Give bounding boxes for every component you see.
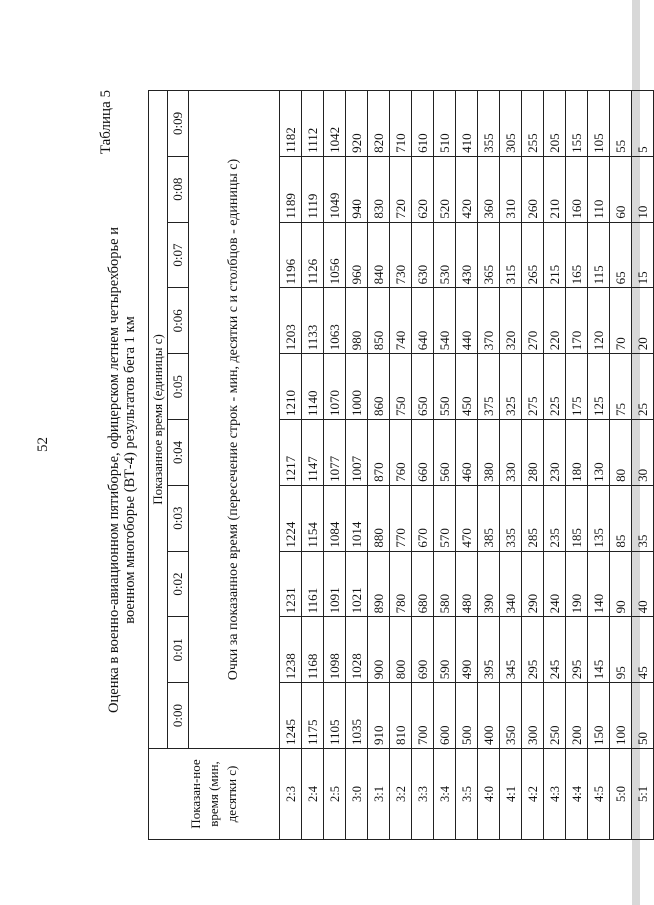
table-cell: 350: [500, 683, 522, 749]
table-cell: 1028: [346, 617, 368, 683]
row-label: 5:1: [632, 749, 654, 840]
row-label: 3:1: [368, 749, 390, 840]
table-cell: 115: [588, 222, 610, 288]
table-row: [368, 91, 390, 840]
table-cell: 180: [566, 420, 588, 486]
table-cell: 125: [588, 354, 610, 420]
table-cell: 500: [456, 683, 478, 749]
table-row: [456, 91, 478, 840]
table-cell: 1147: [302, 420, 324, 486]
table-cell: 275: [522, 354, 544, 420]
row-label: 2:4: [302, 749, 324, 840]
table-cell: 120: [588, 288, 610, 354]
table-cell: 285: [522, 485, 544, 551]
table-cell: 850: [368, 288, 390, 354]
table-cell: 890: [368, 551, 390, 617]
table-cell: 800: [390, 617, 412, 683]
table-cell: 570: [434, 485, 456, 551]
table-cell: 940: [346, 156, 368, 222]
table-cell: 130: [588, 420, 610, 486]
table-cell: 620: [412, 156, 434, 222]
table-row: [522, 91, 544, 840]
table-cell: 190: [566, 551, 588, 617]
table-row: [280, 91, 302, 840]
table-cell: 1070: [324, 354, 346, 420]
table-cell: 10: [632, 156, 654, 222]
table-cell: 1217: [280, 420, 302, 486]
table-cell: 325: [500, 354, 522, 420]
table-cell: 360: [478, 156, 500, 222]
row-label: 2:3: [280, 749, 302, 840]
table-cell: 170: [566, 288, 588, 354]
table-cell: 65: [610, 222, 632, 288]
table-cell: 780: [390, 551, 412, 617]
table-row: [324, 91, 346, 840]
table-row: [434, 91, 456, 840]
table-cell: 210: [544, 156, 566, 222]
table-cell: 840: [368, 222, 390, 288]
table-row: [588, 91, 610, 840]
table-cell: 395: [478, 617, 500, 683]
table-cell: 660: [412, 420, 434, 486]
table-cell: 280: [522, 420, 544, 486]
table-cell: 105: [588, 91, 610, 157]
table-cell: 1154: [302, 485, 324, 551]
table-cell: 420: [456, 156, 478, 222]
table-label: Таблица 5: [98, 90, 114, 155]
table-cell: 600: [434, 683, 456, 749]
table-cell: 520: [434, 156, 456, 222]
table-cell: 1105: [324, 683, 346, 749]
table-cell: 1182: [280, 91, 302, 157]
table-cell: 1091: [324, 551, 346, 617]
table-cell: 720: [390, 156, 412, 222]
table-row: [478, 91, 500, 840]
table-cell: 490: [456, 617, 478, 683]
column-header: 0:09: [168, 91, 189, 157]
table-cell: 15: [632, 222, 654, 288]
table-cell: 155: [566, 91, 588, 157]
table-cell: 1133: [302, 288, 324, 354]
table-cell: 1084: [324, 485, 346, 551]
table-cell: 55: [610, 91, 632, 157]
table-cell: 1168: [302, 617, 324, 683]
table-cell: 200: [566, 683, 588, 749]
row-label: 3:4: [434, 749, 456, 840]
table-cell: 295: [566, 617, 588, 683]
table-cell: 480: [456, 551, 478, 617]
table-cell: 100: [610, 683, 632, 749]
table-row: [390, 91, 412, 840]
table-cell: 1000: [346, 354, 368, 420]
table-cell: 560: [434, 420, 456, 486]
table-cell: 330: [500, 420, 522, 486]
row-label: 4:4: [566, 749, 588, 840]
table-cell: 1063: [324, 288, 346, 354]
table-cell: 135: [588, 485, 610, 551]
table-cell: 295: [522, 617, 544, 683]
table-cell: 1140: [302, 354, 324, 420]
table-cell: 580: [434, 551, 456, 617]
table-cell: 145: [588, 617, 610, 683]
table-cell: 20: [632, 288, 654, 354]
table-cell: 335: [500, 485, 522, 551]
table-cell: 590: [434, 617, 456, 683]
table-cell: 690: [412, 617, 434, 683]
column-header-row: [168, 91, 189, 840]
table-cell: 160: [566, 156, 588, 222]
table-cell: 710: [390, 91, 412, 157]
table-cell: 40: [632, 551, 654, 617]
row-label: 3:0: [346, 749, 368, 840]
table-cell: 1007: [346, 420, 368, 486]
table-cell: 260: [522, 156, 544, 222]
column-header: 0:08: [168, 156, 189, 222]
table-cell: 375: [478, 354, 500, 420]
row-label: 3:5: [456, 749, 478, 840]
column-header: 0:04: [168, 420, 189, 486]
table-cell: 250: [544, 683, 566, 749]
table-cell: 340: [500, 551, 522, 617]
header-row: [149, 91, 168, 840]
table-cell: 320: [500, 288, 522, 354]
table-cell: 230: [544, 420, 566, 486]
table-cell: 265: [522, 222, 544, 288]
table-cell: 310: [500, 156, 522, 222]
table-cell: 870: [368, 420, 390, 486]
table-cell: 355: [478, 91, 500, 157]
column-header: 0:00: [168, 683, 189, 749]
table-cell: 900: [368, 617, 390, 683]
table-row: [610, 91, 632, 840]
table-cell: 45: [632, 617, 654, 683]
table-cell: 380: [478, 420, 500, 486]
table-cell: 165: [566, 222, 588, 288]
points-note: Очки за показанное время (пересечение строк - мин, десятки с и столбцов - единицы с): [189, 91, 280, 749]
table-row: [544, 91, 566, 840]
table-cell: 365: [478, 222, 500, 288]
table-cell: 1175: [302, 683, 324, 749]
table-cell: 1119: [302, 156, 324, 222]
table-cell: 430: [456, 222, 478, 288]
table-cell: 235: [544, 485, 566, 551]
table-cell: 1189: [280, 156, 302, 222]
table-row: [412, 91, 434, 840]
column-header: 0:03: [168, 485, 189, 551]
table-cell: 220: [544, 288, 566, 354]
column-header: 0:02: [168, 551, 189, 617]
row-label: 3:3: [412, 749, 434, 840]
table-cell: 35: [632, 485, 654, 551]
table-cell: 530: [434, 222, 456, 288]
caption-line-1: Оценка в военно-авиационном пятиборье, офицерском летнем четырехборье и: [106, 227, 122, 713]
caption-line-2: военном многоборье (ВТ-4) результатов бега 1 км: [122, 316, 138, 624]
table-cell: 50: [632, 683, 654, 749]
table-cell: 610: [412, 91, 434, 157]
table-cell: 640: [412, 288, 434, 354]
table-cell: 245: [544, 617, 566, 683]
table-cell: 1056: [324, 222, 346, 288]
table-cell: 385: [478, 485, 500, 551]
shown-time-header: Показанное время (единицы с): [149, 91, 168, 749]
table-cell: 225: [544, 354, 566, 420]
row-label: 3:2: [390, 749, 412, 840]
table-cell: 910: [368, 683, 390, 749]
table-cell: 1077: [324, 420, 346, 486]
table-cell: 650: [412, 354, 434, 420]
table-cell: 1245: [280, 683, 302, 749]
table-cell: 750: [390, 354, 412, 420]
column-header: 0:06: [168, 288, 189, 354]
page-number: 52: [35, 437, 51, 452]
table-cell: 550: [434, 354, 456, 420]
table-cell: 215: [544, 222, 566, 288]
table-cell: 150: [588, 683, 610, 749]
table-row: [346, 91, 368, 840]
table-cell: 95: [610, 617, 632, 683]
table-cell: 860: [368, 354, 390, 420]
table-cell: 25: [632, 354, 654, 420]
row-label: 4:5: [588, 749, 610, 840]
table-cell: 140: [588, 551, 610, 617]
table-cell: 1021: [346, 551, 368, 617]
table-cell: 760: [390, 420, 412, 486]
table-cell: 110: [588, 156, 610, 222]
table-cell: 730: [390, 222, 412, 288]
table-cell: 440: [456, 288, 478, 354]
table-cell: 80: [610, 420, 632, 486]
table-cell: 540: [434, 288, 456, 354]
row-label: 4:1: [500, 749, 522, 840]
table-cell: 85: [610, 485, 632, 551]
column-header: 0:07: [168, 222, 189, 288]
table-cell: 980: [346, 288, 368, 354]
row-label: 4:3: [544, 749, 566, 840]
table-cell: 920: [346, 91, 368, 157]
table-caption: [106, 80, 138, 860]
table-cell: 305: [500, 91, 522, 157]
table-cell: 1042: [324, 91, 346, 157]
table-cell: 670: [412, 485, 434, 551]
table-cell: 205: [544, 91, 566, 157]
table-row: [500, 91, 522, 840]
table-cell: 1161: [302, 551, 324, 617]
row-label: 4:2: [522, 749, 544, 840]
row-label: 2:5: [324, 749, 346, 840]
table-cell: 1238: [280, 617, 302, 683]
table-cell: 410: [456, 91, 478, 157]
table-cell: 830: [368, 156, 390, 222]
table-cell: 300: [522, 683, 544, 749]
table-cell: 680: [412, 551, 434, 617]
table-cell: 460: [456, 420, 478, 486]
table-cell: 30: [632, 420, 654, 486]
table-cell: 450: [456, 354, 478, 420]
column-header: 0:01: [168, 617, 189, 683]
table-row: [566, 91, 588, 840]
table-cell: 5: [632, 91, 654, 157]
table-cell: 820: [368, 91, 390, 157]
table-cell: 1196: [280, 222, 302, 288]
rotated-content: [96, 80, 650, 860]
table-cell: 400: [478, 683, 500, 749]
column-header: 0:05: [168, 354, 189, 420]
table-cell: 345: [500, 617, 522, 683]
note-row: [189, 91, 280, 840]
table-row: [302, 91, 324, 840]
table-cell: 1224: [280, 485, 302, 551]
table-cell: 880: [368, 485, 390, 551]
table-cell: 370: [478, 288, 500, 354]
corner-header: Показан-ное время (мин, десятки с): [149, 749, 280, 840]
table-cell: 1035: [346, 683, 368, 749]
row-label: 5:0: [610, 749, 632, 840]
table-row: [632, 91, 654, 840]
table-cell: 1210: [280, 354, 302, 420]
points-table: [148, 90, 654, 840]
table-cell: 185: [566, 485, 588, 551]
table-cell: 470: [456, 485, 478, 551]
table-cell: 1098: [324, 617, 346, 683]
table-cell: 270: [522, 288, 544, 354]
table-cell: 810: [390, 683, 412, 749]
table-cell: 90: [610, 551, 632, 617]
table-cell: 70: [610, 288, 632, 354]
table-cell: 960: [346, 222, 368, 288]
row-label: 4:0: [478, 749, 500, 840]
table-cell: 1049: [324, 156, 346, 222]
table-cell: 1126: [302, 222, 324, 288]
table-cell: 770: [390, 485, 412, 551]
table-cell: 1014: [346, 485, 368, 551]
table-cell: 510: [434, 91, 456, 157]
table-cell: 240: [544, 551, 566, 617]
table-cell: 1112: [302, 91, 324, 157]
table-cell: 1203: [280, 288, 302, 354]
table-cell: 700: [412, 683, 434, 749]
table-cell: 175: [566, 354, 588, 420]
table-cell: 315: [500, 222, 522, 288]
table-cell: 290: [522, 551, 544, 617]
table-cell: 255: [522, 91, 544, 157]
table-cell: 390: [478, 551, 500, 617]
table-cell: 740: [390, 288, 412, 354]
table-cell: 630: [412, 222, 434, 288]
table-cell: 60: [610, 156, 632, 222]
table-cell: 75: [610, 354, 632, 420]
table-cell: 1231: [280, 551, 302, 617]
